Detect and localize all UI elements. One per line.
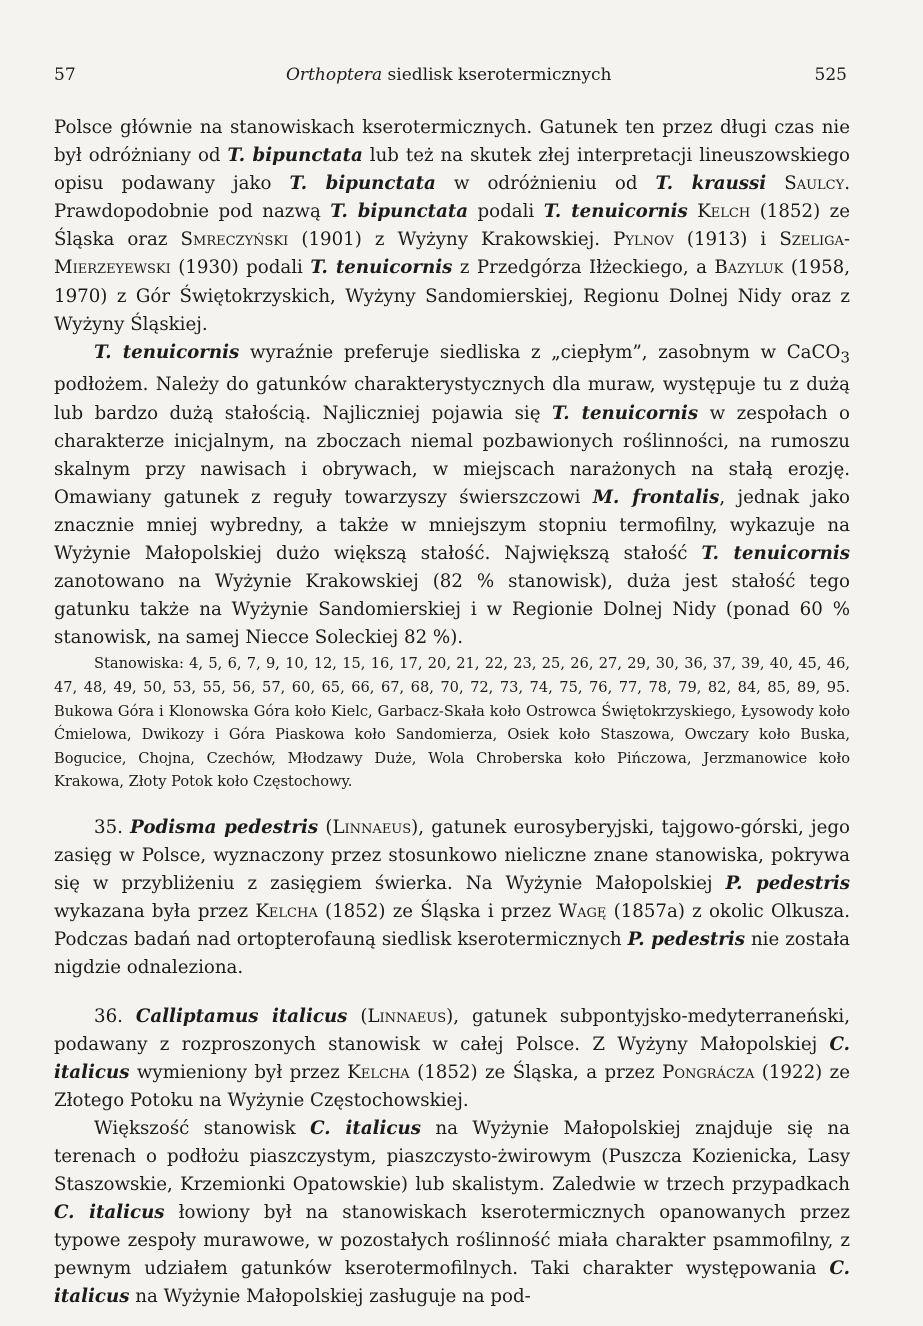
species-name: C. italicus [54,1202,165,1224]
text-run [290,173,436,194]
text-run [310,257,452,278]
author-name: Saulcy [784,173,845,195]
page-number-left: 57 [54,65,76,85]
text-run [766,173,784,194]
species-name: T. tenuicornis [310,257,453,279]
text-run: ( [347,1005,368,1027]
paragraph-calliptamus-habitat [54,1115,850,1312]
text-run: wyraźnie preferuje siedliska z „ciepłym”, zasobnym w CaCO [239,341,841,363]
text-run [726,873,851,894]
text-run: ( [318,816,333,838]
text-run: . Prawdopodobnie pod nazwą [54,173,850,223]
text-run: ), gatunek subpontyjsko-medyterraneński, podawany z rozproszonych stanowisk w całej Polsce. Z Wyżyny Małopolskiej [54,1005,850,1055]
author-name: Kelch [697,201,751,223]
author-name: Pongrácza [662,1061,755,1083]
text-run: na Wyżynie Małopolskiej zasługuje na pod- [129,1286,531,1308]
author-name: Linnaeus [367,1005,447,1027]
text-run: (1852) ze Śląska oraz [54,201,850,251]
species-name: T. bipunctata [330,201,469,223]
species-name: T. tenuicornis [701,543,851,565]
text-run: lub też na skutek złej interpretacji lineuszowskiego opisu podawany jako [54,145,850,195]
text-run [136,1006,348,1027]
species-name: T. tenuicornis [94,341,240,363]
text-run: (1901) z Wyżyny Krakowskiej. [288,229,614,251]
text-run [544,201,688,222]
text-run [130,817,318,838]
text-run: podłożem. Należy do gatunków charakterystycznych dla muraw, występuje tu z dużą lub bardzo dużą stałością. Najliczniej pojawia się [54,374,850,424]
text-run: na Wyżynie Małopolskiej znajduje się na terenach o podłożu piaszczystym, piaszczysto-żwirowym (Puszcza Kozienicka, Lasy Staszowskie, Krzemionki Opatowskie) lub skalistym. Zaledwie w trzech przypadkach [54,1117,850,1196]
text-run: , jednak jako znacznie mniej wybredny, a także w mniejszym stopniu termofilny, wykazuje na Wyżynie Małopolskiej dużo większą stałość. Największą stałość [54,486,850,565]
running-title-taxon: Orthoptera [286,65,383,85]
text-run: nie została nigdzie odnaleziona. [54,929,850,979]
species-name: T. kraussi [655,173,767,195]
species-entry-35 [54,814,850,983]
text-run: wymieniony był przez [129,1061,348,1083]
text-run: 36. [94,1005,136,1027]
author-name: Wagę [558,901,607,923]
author-name: Bazyluk [714,257,784,279]
text-run [94,342,239,363]
species-name: C. italicus [54,1033,850,1083]
text-run: Polsce głównie na stanowiskach kserotermicznych. Gatunek ten przez długi czas nie był odróżniany od [54,117,850,167]
running-title-text: siedlisk kserotermicznych [382,65,612,85]
species-name: T. bipunctata [227,145,363,167]
text-run [330,201,468,222]
text-run: w zespołach o charakterze inicjalnym, na zboczach niemal pozbawionych roślinności, na rumoszu skalnym przy nawisach i obrywach, w miejscach narażonych na stałą erozję. Omawiany gatunek z reguły towarzyszy świerszczowi [54,402,850,508]
text-run: (1852) ze Śląska, a przez [409,1061,663,1083]
species-name: Calliptamus italicus [135,1005,348,1027]
text-run [552,403,698,424]
text-run [54,1202,165,1223]
species-entry-36 [54,1003,850,1115]
author-name: Linnaeus [332,816,412,838]
body-text [54,114,850,1312]
species-name: M. frontalis [592,486,720,508]
text-run: zanotowano na Wyżynie Krakowskiej (82 % stanowisk), duża jest stałość tego gatunku także na Wyżynie Sandomierskiej i w Regionie Dolnej Nidy (ponad 60 % stanowisk, na samej Niecce Soleckiej 82 %). [54,571,850,649]
text-run: podali [468,201,544,223]
author-name: Kelcha [255,901,318,923]
text-run: (1857a) z okolic Olkusza. Podczas badań nad ortopterofauną siedlisk kserotermicznych [54,901,850,951]
text-run: łowiony był na stanowiskach kserotermicznych opanowanych przez typowe zespoły murawowe, w pozostałych roślinność miała charakter psammofilny, z pewnym udziałem gatunków kserotermofilnych. Taki charakter występowania [54,1202,850,1280]
species-name: C. italicus [310,1117,421,1139]
author-name: Smreczyński [180,229,289,251]
species-name: C. italicus [54,1258,850,1308]
text-run [310,1118,421,1139]
text-run: (1913) i [673,229,780,251]
text-run: wykazana była przez [54,901,256,923]
text-run [688,201,697,222]
text-run: z Przedgórza Iłżeckiego, a [452,257,715,279]
text-run: ), gatunek eurosyberyjski, tajgowo-górski, jego zasięg w Polsce, wyznaczony przez stosunkowo nieliczne znane stanowiska, pokrywa się w przybliżeniu z zasięgiem świerka. Na Wyżynie Małopolskiej [54,816,850,895]
text-run: w odróżnieniu od [435,173,656,195]
text-run: 35. [94,816,131,838]
text-run: (1852) ze Śląska i przez [317,901,559,923]
text-run [701,543,850,564]
paragraph-habitat [54,339,850,653]
text-run [628,929,745,950]
author-name: Kelcha [347,1061,410,1083]
species-name: T. tenuicornis [543,201,688,223]
species-name: P. pedestris [627,929,746,951]
species-name: Podisma pedestris [130,816,319,838]
text-run [593,487,719,508]
species-name: P. pedestris [725,873,850,895]
text-run: (1930) podali [170,257,311,279]
paragraph-continued [54,114,850,339]
page-number-right: 525 [814,65,847,85]
text-run: (1958, 1970) z Gór Świętokrzyskich, Wyżyny Sandomierskiej, Regionu Dolnej Nidy oraz z Wyżyny Śląskiej. [54,257,850,335]
localities-list: Stanowiska: 4, 5, 6, 7, 9, 10, 12, 15, 16, 17, 20, 21, 22, 23, 25, 26, 27, 29, 30, 36, 37, 39, 40, 45, 46, 47, 48, 49, 50, 53, 55, 56, 57, 60, 65, 66, 67, 68, 70, 72, 73, 74, 75, 76, 77, 78, 79, 82, 84, 85, 89, 95. Bukowa Góra i Klonowska Góra koło Kielc, Garbacz-Skała koło Ostrowca Świętokrzyskiego, Łysowody koło Ćmielowa, Dwikozy i Góra Piaskowa koło Sandomierza, Osiek koło Staszowa, Owczary koło Buska, Bogucice, Chojna, Czechów, Młodzawy Duże, Wola Chroberska koło Pińczowa, Jerzmanowice koło Krakowa, Złoty Potok koło Częstochowy. [54,655,850,791]
author-name: Pylnov [613,229,674,251]
species-name: T. bipunctata [289,173,436,195]
species-name: T. tenuicornis [552,402,699,424]
text-run: 3 [840,348,850,367]
text-run: (1922) ze Złotego Potoku na Wyżynie Częstochowskiej. [54,1061,850,1111]
author-name: Szeliga-Mierzeyewski [54,229,850,279]
text-run: Większość stanowisk [94,1117,311,1139]
text-run [656,173,767,194]
running-title [286,64,611,86]
text-run [228,145,363,166]
